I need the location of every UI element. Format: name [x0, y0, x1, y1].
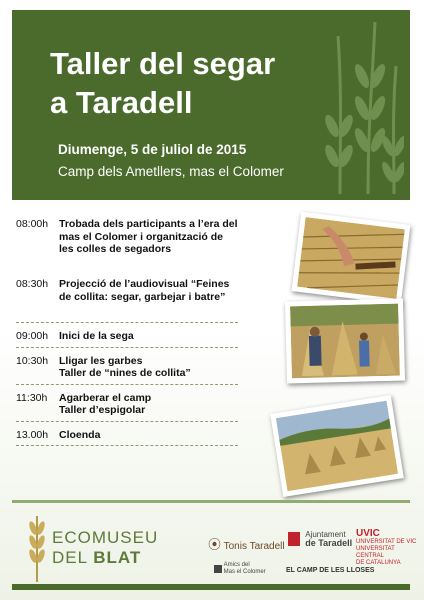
- ajuntament-logo: Ajuntament de Taradell: [288, 530, 358, 548]
- schedule-time: 09:00h: [16, 330, 49, 342]
- photo-sheaves-field: [285, 298, 405, 383]
- schedule-item: [16, 330, 238, 343]
- tonis-taradell-logo: ⦿ Tonis Taradell: [208, 537, 285, 552]
- schedule-item: [16, 278, 238, 318]
- schedule-time: 08:30h: [16, 278, 49, 290]
- divider: [16, 322, 238, 323]
- ecomuseu-logo: [52, 528, 158, 568]
- divider: [16, 384, 238, 385]
- ecomuseu-line-1: ECOMUSEU: [52, 528, 159, 547]
- schedule-description: Trobada dels participants a l’era del mas el Colomer i organització de les colles de segadors: [59, 218, 238, 255]
- schedule-item: [16, 355, 238, 380]
- schedule-description: Inici de la sega: [59, 330, 134, 342]
- schedule-time: 08:00h: [16, 218, 49, 230]
- schedule-item: [16, 429, 238, 442]
- title-line-2: a Taradell: [50, 85, 193, 120]
- schedule: [16, 218, 238, 453]
- divider: [16, 421, 238, 422]
- event-venue: Camp dels Ametllers, mas el Colomer: [58, 164, 284, 179]
- divider: [16, 347, 238, 348]
- house-icon: [214, 565, 222, 573]
- wheat-logo-icon: [26, 508, 48, 582]
- photo-hands-wheat: [292, 212, 411, 305]
- schedule-time: 13.00h: [16, 428, 49, 441]
- bottom-bar: [12, 584, 410, 590]
- schedule-description: [59, 392, 238, 417]
- schedule-description: Cloenda: [59, 428, 101, 441]
- page-title: [50, 44, 350, 122]
- shield-icon: [288, 532, 300, 546]
- divider: [12, 500, 410, 503]
- schedule-time: 11:30h: [16, 391, 48, 404]
- schedule-description-line: Taller d’espigolar: [59, 404, 146, 416]
- schedule-description-line: Lligar les garbes: [59, 354, 143, 367]
- photo-field-stooks: [270, 395, 404, 497]
- camp-de-les-lloses-logo: EL CAMP DE LES LLOSES: [286, 567, 375, 574]
- schedule-description-line: Taller de “nines de collita”: [59, 367, 191, 379]
- swirl-icon: ⦿: [208, 537, 222, 552]
- schedule-description-line: Agarberar el camp: [59, 391, 152, 404]
- schedule-time: 10:30h: [16, 354, 49, 367]
- schedule-description: [59, 355, 238, 380]
- ecomuseu-line-2: DEL BLAT: [52, 548, 142, 567]
- amics-colomer-logo: Amics del Mas el Colomer: [214, 562, 266, 576]
- schedule-item: [16, 392, 238, 417]
- schedule-description: Projecció de l’audiovisual “Feines de collita: segar, garbejar i batre”: [59, 278, 230, 303]
- uvic-logo: UVIC UNIVERSITAT DE VIC UNIVERSITAT CENTRAL DE CATALUNYA: [356, 528, 417, 566]
- title-line-1: Taller del segar: [50, 46, 276, 81]
- schedule-item: [16, 218, 238, 278]
- divider: [16, 445, 238, 446]
- event-date: Diumenge, 5 de juliol de 2015: [58, 142, 247, 157]
